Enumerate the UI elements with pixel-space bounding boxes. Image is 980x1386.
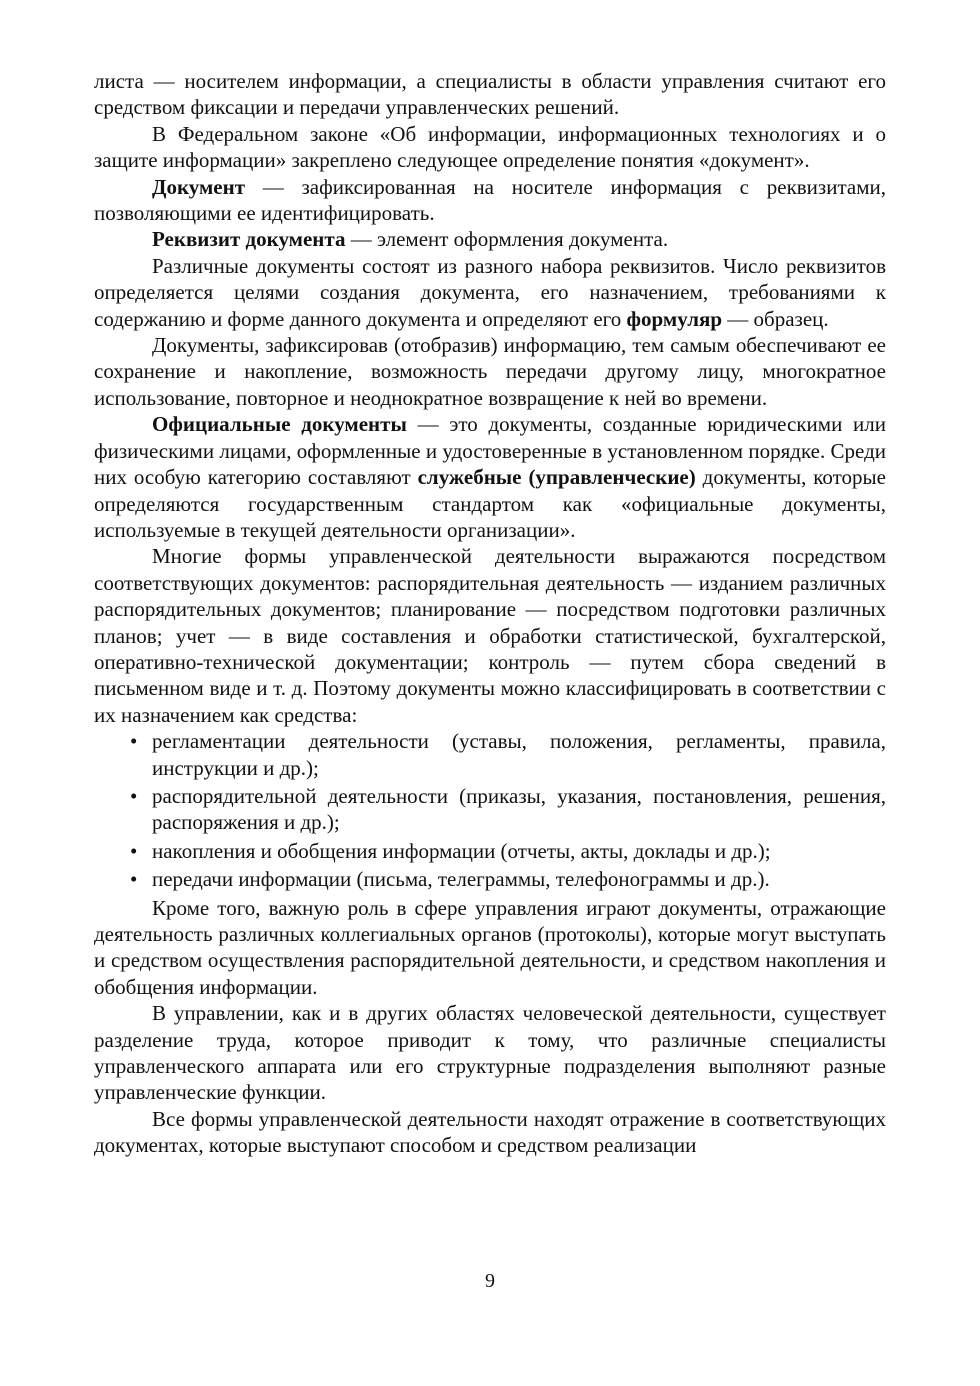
paragraph: В управлении, как и в других областях человеческой деятельности, существует разделение труда, которое приводит к тому, что различные специалисты управленческого аппарата или его структурные подразделения выполняют разные управленческие функции. bbox=[94, 1001, 886, 1105]
definition-text: — зафиксированная на носителе информация с реквизитами, позволяющими ее идентифицировать. bbox=[94, 174, 886, 226]
bullet-list bbox=[94, 728, 886, 892]
term-document: Документ bbox=[152, 174, 246, 199]
paragraph: Многие формы управленческой деятельности выражаются посредством соответствующих документов: распорядительная деятельность — изданием различных распорядительных документов; планирование — посредством подготовки различных планов; учет — в виде составления и обработки статистической, бухгалтерской, оперативно-технической документации; контроль — путем сбора сведений в письменном виде и т. д. Поэтому документы можно классифицировать в соответствии с их назначением как средства: bbox=[94, 544, 886, 727]
term-service-documents: служебные (управленческие) bbox=[417, 465, 696, 490]
paragraph-text: — это документы, созданные юридическими или физическими лицами, оформленные и удостоверенные в установленном порядке. Среди них особую категорию составляют bbox=[94, 412, 887, 490]
bullet-icon: • bbox=[130, 729, 138, 754]
paragraph: Кроме того, важную роль в сфере управления играют документы, отражающие деятельность различных коллегиальных органов (протоколы), которые могут выступать и средством осуществления распорядительной деятельности, и средством накопления и обобщения информации. bbox=[94, 895, 886, 999]
list-item bbox=[130, 866, 886, 892]
bullet-icon: • bbox=[130, 783, 138, 808]
bullet-icon: • bbox=[130, 867, 138, 892]
page-number: 9 bbox=[485, 1270, 495, 1292]
paragraph bbox=[94, 411, 886, 543]
definition-requisite bbox=[94, 226, 886, 252]
list-item-text: передачи информации (письма, телеграммы, телефонограммы и др.). bbox=[152, 867, 770, 892]
body-text bbox=[94, 68, 886, 1159]
paragraph-text: Различные документы состоят из разного набора реквизитов. Число реквизитов определяется целями создания документа, его назначением, требованиями к содержанию и форме данного документа и определяют его bbox=[94, 253, 886, 331]
paragraph: Документы, зафиксировав (отобразив) информацию, тем самым обеспечивают ее сохранение и накопление, возможность передачи другому лицу, многократное использование, повторное и неоднократное возвращение к ней во времени. bbox=[94, 333, 886, 410]
paragraph bbox=[94, 253, 886, 332]
paragraph-text: документы, которые определяются государственным стандартом как «официальные документы, используемые в текущей деятельности организации». bbox=[94, 465, 886, 542]
paragraph: листа — носителем информации, а специалисты в области управления считают его средством фиксации и передачи управленческих решений. bbox=[94, 69, 886, 120]
definition-document bbox=[94, 174, 886, 227]
term-requisite: Реквизит документа bbox=[152, 227, 346, 252]
paragraph: Все формы управленческой деятельности находят отражение в соответствующих документах, которые выступают способом и средством реализации bbox=[94, 1106, 886, 1158]
paragraph: В Федеральном законе «Об информации, информационных технологиях и о защите информации» закреплено следующее определение понятия «документ». bbox=[94, 121, 886, 173]
list-item-text: накопления и обобщения информации (отчеты, акты, доклады и др.); bbox=[152, 838, 771, 863]
term-formular: формуляр bbox=[626, 306, 723, 331]
list-item-text: регламентации деятельности (уставы, положения, регламенты, правила, инструкции и др.); bbox=[152, 729, 886, 780]
list-item-text: распорядительной деятельности (приказы, указания, постановления, решения, распоряжения и др.); bbox=[152, 783, 886, 835]
list-item bbox=[130, 783, 886, 836]
term-official-documents: Официальные документы bbox=[152, 412, 407, 437]
paragraph-text: — образец. bbox=[722, 306, 829, 331]
list-item bbox=[130, 728, 886, 781]
definition-text: — элемент оформления документа. bbox=[345, 227, 669, 252]
list-item bbox=[130, 838, 886, 864]
bullet-icon: • bbox=[130, 838, 138, 863]
